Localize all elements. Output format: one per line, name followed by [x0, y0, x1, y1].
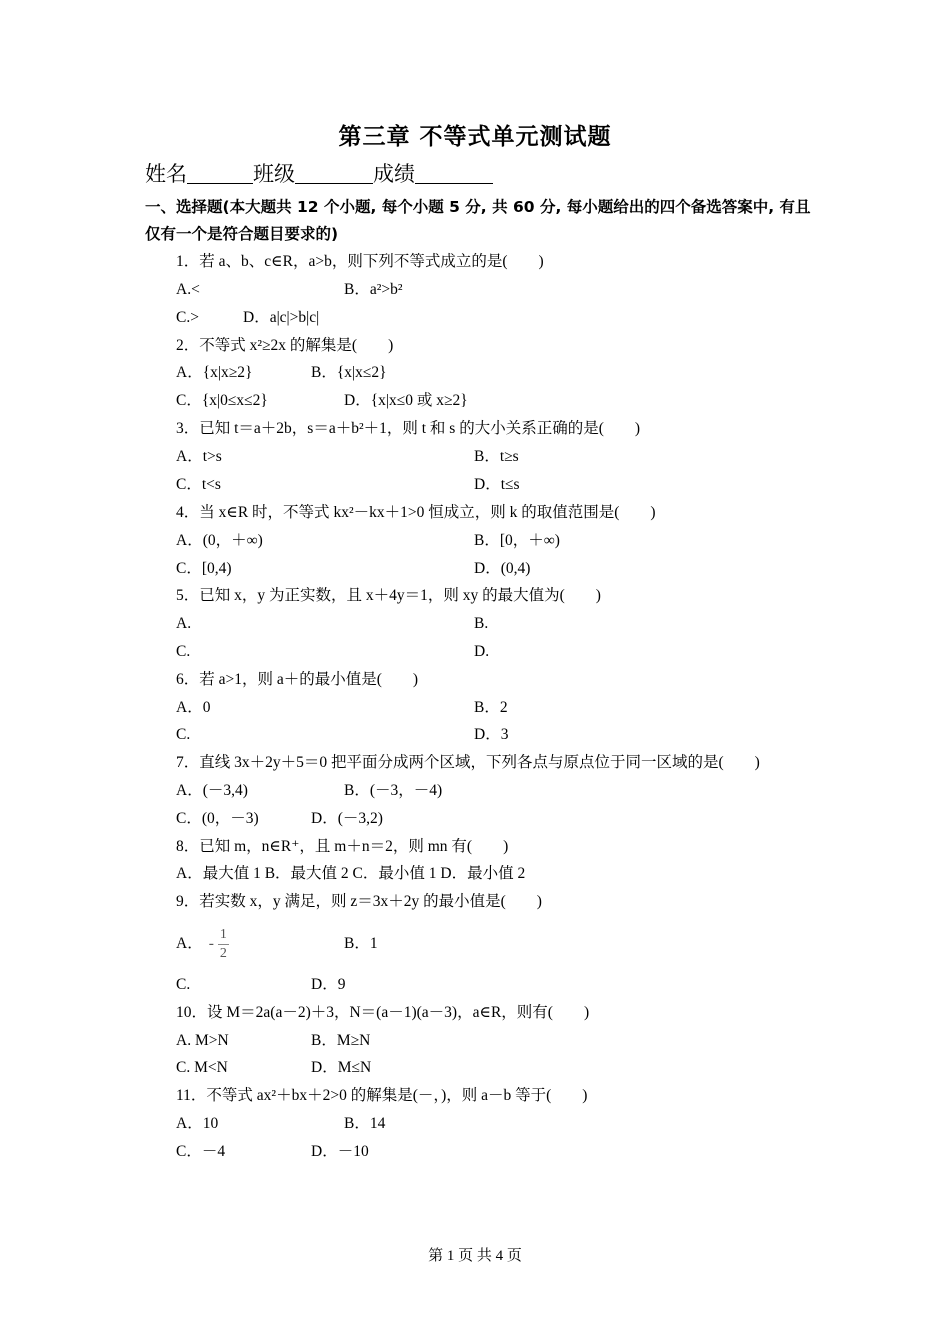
question-9-option-b: B．1	[344, 935, 378, 952]
minus-sign: -	[208, 935, 214, 952]
score-blank	[415, 161, 493, 184]
question-9-option-c: C.	[176, 976, 191, 993]
question-6-option-a: A．0	[176, 699, 211, 716]
question-7-stem: 7．直线 3x＋2y＋5＝0 把平面分成两个区域，下列各点与原点位于同一区域的是( )	[176, 754, 760, 771]
question-5-option-a: A.	[176, 615, 192, 632]
question-11-stem: 11．不等式 ax²＋bx＋2>0 的解集是(－，)，则 a－b 等于( )	[176, 1087, 588, 1104]
question-11-option-a: A．10	[176, 1115, 219, 1132]
question-5-option-d: D.	[474, 643, 490, 660]
question-7-option-b: B．(－3，－4)	[344, 782, 443, 799]
question-3-option-c: C．t<s	[176, 476, 221, 493]
question-7-option-a: A．(－3,4)	[176, 782, 248, 799]
question-6-option-d: D．3	[474, 726, 509, 743]
question-5-option-c: C.	[176, 643, 191, 660]
question-1-option-d: D．a|c|>b|c|	[243, 309, 320, 326]
question-1-option-b: B．a²>b²	[344, 281, 403, 298]
student-info-line	[145, 158, 493, 188]
question-9-option-d: D．9	[311, 976, 346, 993]
question-11-option-d: D．－10	[311, 1143, 369, 1160]
fraction-numerator: 1	[218, 926, 229, 945]
section-heading: 一、选择题(本大题共 12 个小题, 每个小题 5 分, 共 60 分, 每小题给出的四个备选答案中, 有且仅有一个是符合题目要求的)	[145, 198, 811, 243]
question-4-option-a: A．(0，＋∞)	[176, 532, 263, 549]
question-1-option-a: A.<	[176, 281, 200, 298]
question-3-option-b: B．t≥s	[474, 448, 519, 465]
question-10-option-c: C. M<N	[176, 1059, 228, 1076]
fraction-denominator: 2	[219, 945, 227, 961]
name-label: 姓名	[145, 162, 187, 186]
question-2-option-b: B．{x|x≤2}	[311, 364, 387, 381]
name-blank	[187, 161, 253, 184]
question-3-option-d: D．t≤s	[474, 476, 520, 493]
question-11-option-c: C．－4	[176, 1143, 226, 1160]
question-5-stem: 5．已知 x，y 为正实数，且 x＋4y＝1，则 xy 的最大值为( )	[176, 587, 601, 604]
question-10-option-d: D．M≤N	[311, 1059, 372, 1076]
question-4-option-c: C．[0,4)	[176, 560, 232, 577]
question-1-option-c: C.>	[176, 309, 199, 326]
page-title: 第三章 不等式单元测试题	[338, 124, 612, 150]
question-6-stem: 6．若 a>1，则 a＋的最小值是( )	[176, 671, 419, 688]
question-5-option-b: B.	[474, 615, 489, 632]
question-10-option-a: A. M>N	[176, 1032, 229, 1049]
question-6-option-b: B．2	[474, 699, 508, 716]
question-8-stem: 8．已知 m，n∈R⁺，且 m＋n＝2，则 mn 有( )	[176, 838, 509, 855]
question-9-option-a	[176, 922, 229, 966]
question-7-option-d: D．(－3,2)	[311, 810, 383, 827]
question-7-option-c: C．(0，－3)	[176, 810, 259, 827]
question-1-stem: 1．若 a、b、c∈R，a>b，则下列不等式成立的是( )	[176, 253, 544, 270]
question-4-option-d: D．(0,4)	[474, 560, 531, 577]
page-footer: 第 1 页 共 4 页	[428, 1248, 522, 1264]
question-9-stem: 9．若实数 x，y 满足，则 z＝3x＋2y 的最小值是( )	[176, 893, 542, 910]
question-4-option-b: B．[0，＋∞)	[474, 532, 560, 549]
class-blank	[295, 161, 373, 184]
class-label: 班级	[253, 162, 295, 186]
question-10-option-b: B．M≥N	[311, 1032, 371, 1049]
question-10-stem: 10．设 M＝2a(a－2)＋3，N＝(a－1)(a－3)，a∈R，则有( )	[176, 1004, 590, 1021]
score-label: 成绩	[373, 162, 415, 186]
question-2-option-a: A．{x|x≥2}	[176, 364, 253, 381]
question-3-option-a: A．t>s	[176, 448, 222, 465]
question-8-options: A．最大值 1 B．最大值 2 C．最小值 1 D．最小值 2	[176, 865, 526, 882]
question-4-stem: 4．当 x∈R 时，不等式 kx²－kx＋1>0 恒成立，则 k 的取值范围是( )	[176, 504, 656, 521]
question-2-option-d: D．{x|x≤0 或 x≥2}	[344, 392, 468, 409]
question-6-option-c: C.	[176, 726, 191, 743]
fraction	[218, 926, 229, 963]
question-2-option-c: C．{x|0≤x≤2}	[176, 392, 268, 409]
question-2-stem: 2．不等式 x²≥2x 的解集是( )	[176, 337, 394, 354]
question-11-option-b: B．14	[344, 1115, 386, 1132]
question-3-stem: 3．已知 t＝a＋2b，s＝a＋b²＋1，则 t 和 s 的大小关系正确的是( )	[176, 420, 641, 437]
question-9-option-a-label: A．	[176, 935, 203, 952]
